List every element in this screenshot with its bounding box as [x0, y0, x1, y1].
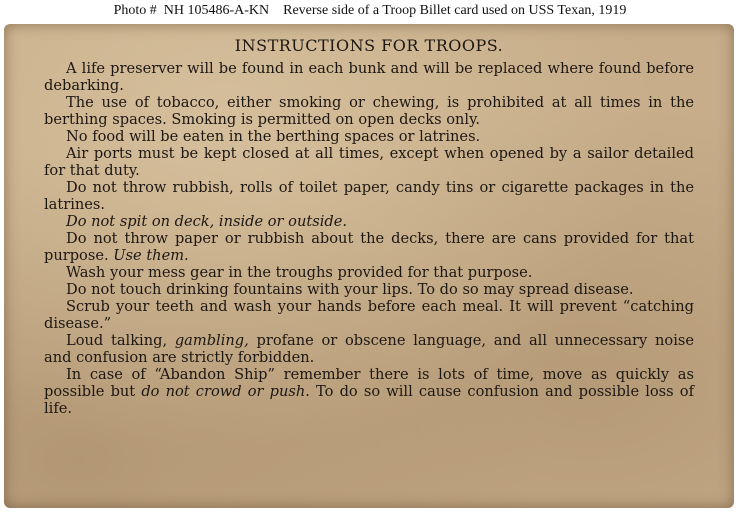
instruction-paragraph [44, 230, 694, 264]
troop-billet-card [4, 24, 734, 508]
instruction-paragraph [44, 94, 694, 128]
card-text-block [44, 34, 694, 417]
instruction-text: Do not throw paper or rubbish about the decks, there are cans provided for that purpose. [44, 230, 694, 264]
instruction-text: Air ports must be kept closed at all times, except when opened by a sailor detailed for that duty. [44, 145, 694, 179]
instruction-text: Wash your mess gear in the troughs provided for that purpose. [66, 264, 533, 281]
instruction-text: To do so will cause confusion and possible loss of life. [44, 383, 694, 417]
instruction-paragraph [44, 332, 694, 366]
instruction-text: Scrub your teeth and wash your hands before each meal. It will prevent “catching disease.” [44, 298, 694, 332]
instruction-paragraph [44, 264, 694, 281]
instruction-text: No food will be eaten in the berthing spaces or latrines. [66, 128, 481, 145]
instruction-paragraph [44, 145, 694, 179]
photo-caption: Photo # NH 105486-A-KN Reverse side of a Troop Billet card used on USS Texan, 1919 [113, 3, 627, 18]
instruction-paragraph [44, 213, 694, 230]
emphasized-text: Use them. [113, 247, 189, 264]
instruction-text: Do not throw rubbish, rolls of toilet paper, candy tins or cigarette packages in the latrines. [44, 179, 694, 213]
instruction-paragraph [44, 298, 694, 332]
instruction-text: The use of tobacco, either smoking or chewing, is prohibited at all times in the berthing spaces. Smoking is permitted on open decks only. [44, 94, 694, 128]
instruction-paragraph [44, 60, 694, 94]
card-title: INSTRUCTIONS FOR TROOPS. [234, 36, 504, 55]
instruction-text: profane or obscene language, and all unnecessary noise and confusion are strictly forbidden. [44, 332, 694, 366]
emphasized-text: Do not spit on deck, inside or outside. [66, 213, 347, 230]
instruction-text: Loud talking, [66, 332, 175, 349]
instruction-paragraph [44, 366, 694, 417]
instruction-paragraph [44, 128, 694, 145]
emphasized-text: do not crowd or push. [141, 383, 310, 400]
instruction-text: In case of “Abandon Ship” remember there is lots of time, move as quickly as possible but [44, 366, 694, 400]
instruction-text: A life preserver will be found in each bunk and will be replaced where found before debarking. [44, 60, 694, 94]
instructions-list [44, 60, 694, 417]
emphasized-text: gambling, [174, 332, 249, 349]
instruction-text: Do not touch drinking fountains with your lips. To do so may spread disease. [66, 281, 634, 298]
instruction-paragraph [44, 179, 694, 213]
instruction-paragraph [44, 281, 694, 298]
